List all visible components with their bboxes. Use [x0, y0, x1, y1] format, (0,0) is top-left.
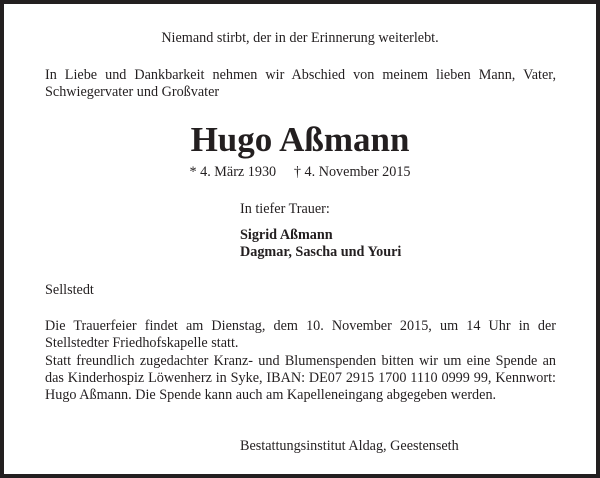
birth-date: * 4. März 1930 — [189, 164, 277, 180]
undertaker: Bestattungsinstitut Aldag, Geestenseth — [240, 438, 459, 454]
mourner: Sigrid Aßmann — [240, 227, 333, 243]
intro-text: In Liebe und Dankbarkeit nehmen wir Abschied von meinem lieben Mann, Vater, Schwiegervater und Großvater — [45, 67, 556, 100]
life-dates — [4, 164, 596, 181]
death-date: † 4. November 2015 — [293, 164, 411, 180]
donation-notice: Statt freundlich zugedachter Kranz- und Blumenspenden bitten wir um eine Spende an das Kinderhospiz Löwenherz in Syke, IBAN: DE07 2915 1700 1110 0999 99, Kennwort: Hugo Aßmann. Die Spende kann auch am Kapelleneingang abgegeben werden. — [45, 353, 556, 403]
funeral-notice: Die Trauerfeier findet am Dienstag, dem 10. November 2015, um 14 Uhr in der Stellstedter Friedhofskapelle statt. — [45, 318, 556, 351]
deceased-name: Hugo Aßmann — [190, 120, 410, 159]
mourner: Dagmar, Sascha und Youri — [240, 244, 402, 260]
mourning-label: In tiefer Trauer: — [240, 201, 330, 217]
motto: Niemand stirbt, der in der Erinnerung weiterlebt. — [161, 30, 439, 46]
place: Sellstedt — [45, 282, 94, 298]
